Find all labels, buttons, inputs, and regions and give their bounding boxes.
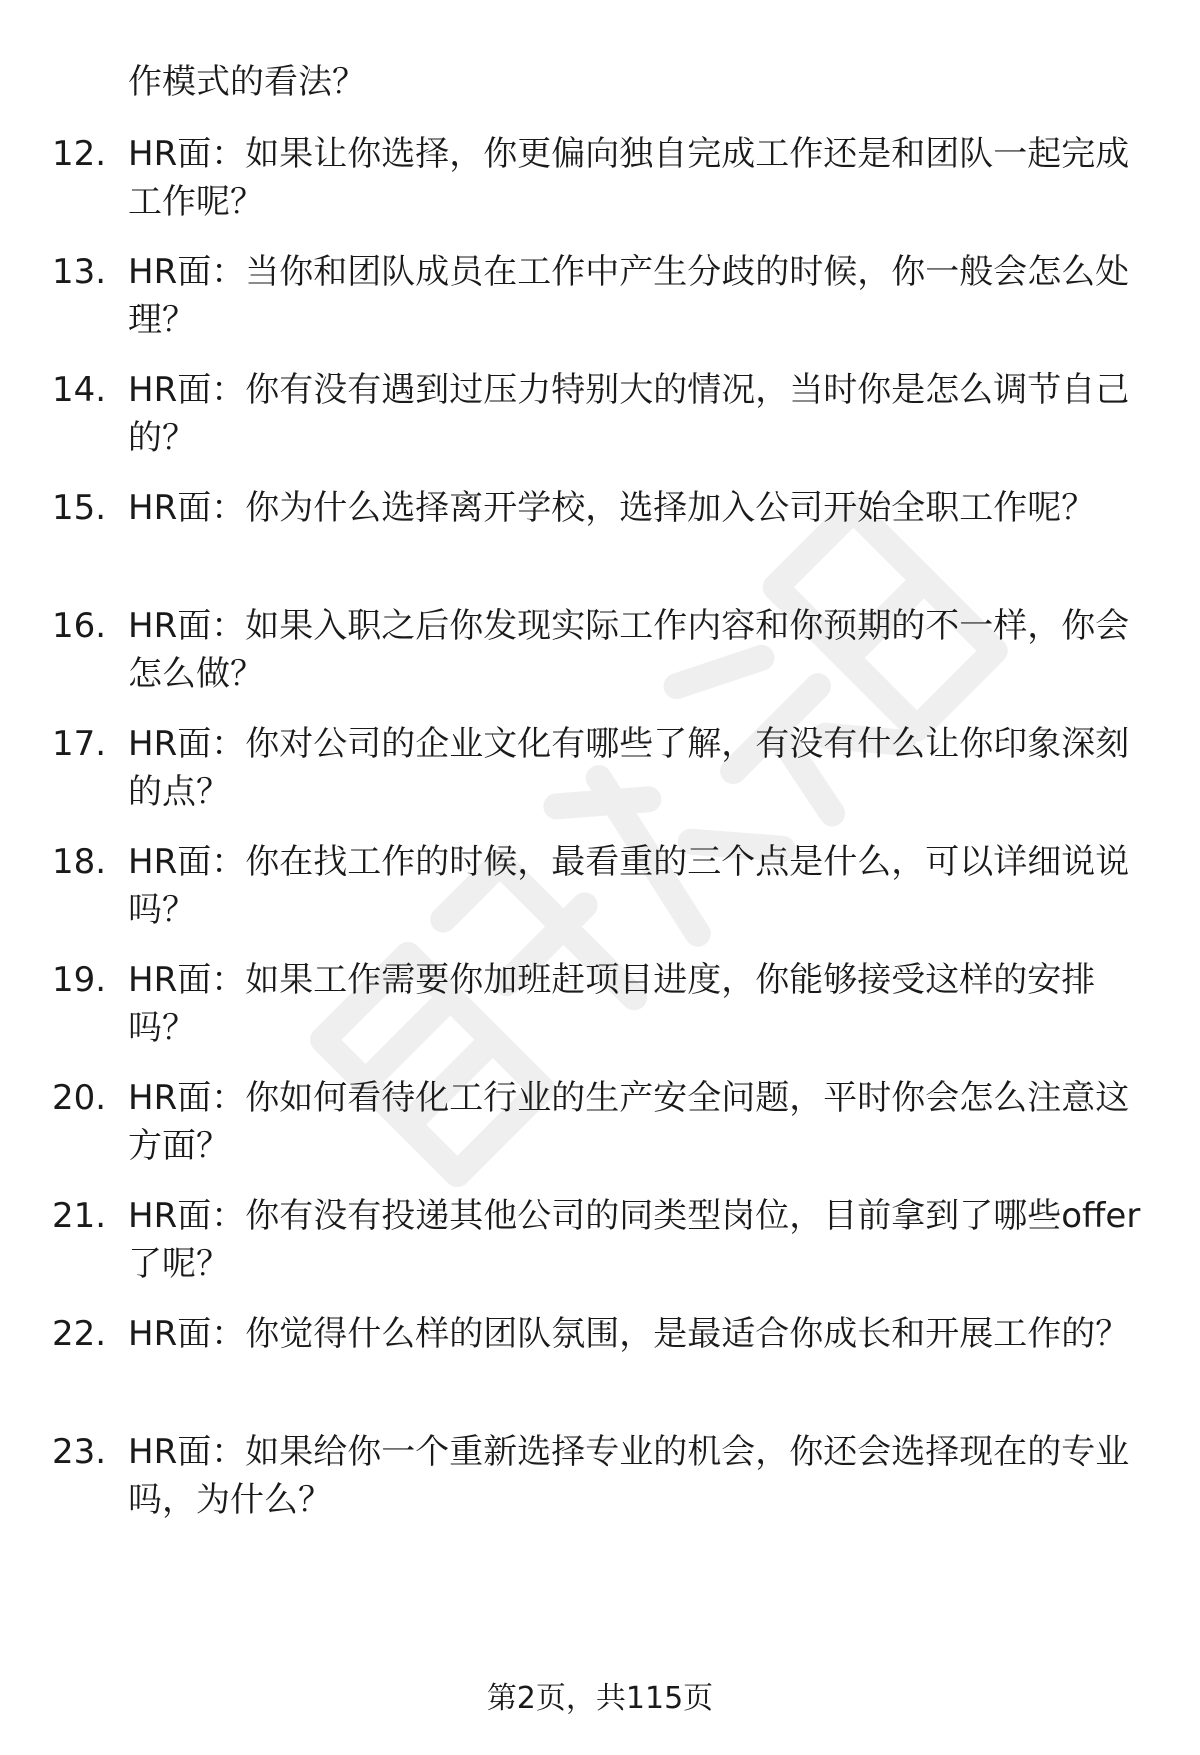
question-text: HR面：你对公司的企业文化有哪些了解，有没有什么让你印象深刻的点？: [128, 724, 1130, 812]
question-number: 13.: [52, 252, 107, 292]
question-text: HR面：你如何看待化工行业的生产安全问题，平时你会怎么注意这方面？: [128, 1078, 1130, 1166]
question-text: HR面：你有没有遇到过压力特别大的情况，当时你是怎么调节自己的？: [128, 370, 1130, 458]
question-text: HR面：你为什么选择离开学校，选择加入公司开始全职工作呢？: [128, 488, 1096, 528]
continuation-text: 作模式的看法？: [128, 62, 366, 102]
question-number: 12.: [52, 134, 107, 174]
page-footer: 第2页，共115页: [486, 1681, 714, 1716]
question-text: HR面：你有没有投递其他公司的同类型岗位，目前拿到了哪些offer了呢？: [128, 1196, 1141, 1284]
question-number: 23.: [52, 1432, 107, 1472]
question-text: HR面：如果工作需要你加班赶项目进度，你能够接受这样的安排吗？: [128, 960, 1096, 1048]
question-number: 16.: [52, 606, 107, 646]
question-number: 22.: [52, 1314, 107, 1354]
question-number: 20.: [52, 1078, 107, 1118]
question-number: 17.: [52, 724, 107, 764]
question-number: 21.: [52, 1196, 107, 1236]
question-text: HR面：当你和团队成员在工作中产生分歧的时候，你一般会怎么处理？: [128, 252, 1130, 340]
question-text: HR面：你在找工作的时候，最看重的三个点是什么，可以详细说说吗？: [128, 842, 1130, 930]
question-text: HR面：如果给你一个重新选择专业的机会，你还会选择现在的专业吗，为什么？: [128, 1432, 1130, 1520]
question-number: 15.: [52, 488, 107, 528]
question-number: 14.: [52, 370, 107, 410]
question-text: HR面：你觉得什么样的团队氛围，是最适合你成长和开展工作的？: [128, 1314, 1130, 1354]
question-text: HR面：如果让你选择，你更偏向独自完成工作还是和团队一起完成工作呢？: [128, 134, 1130, 222]
question-number: 18.: [52, 842, 107, 882]
question-number: 19.: [52, 960, 107, 1000]
question-text: HR面：如果入职之后你发现实际工作内容和你预期的不一样，你会怎么做？: [128, 606, 1130, 694]
